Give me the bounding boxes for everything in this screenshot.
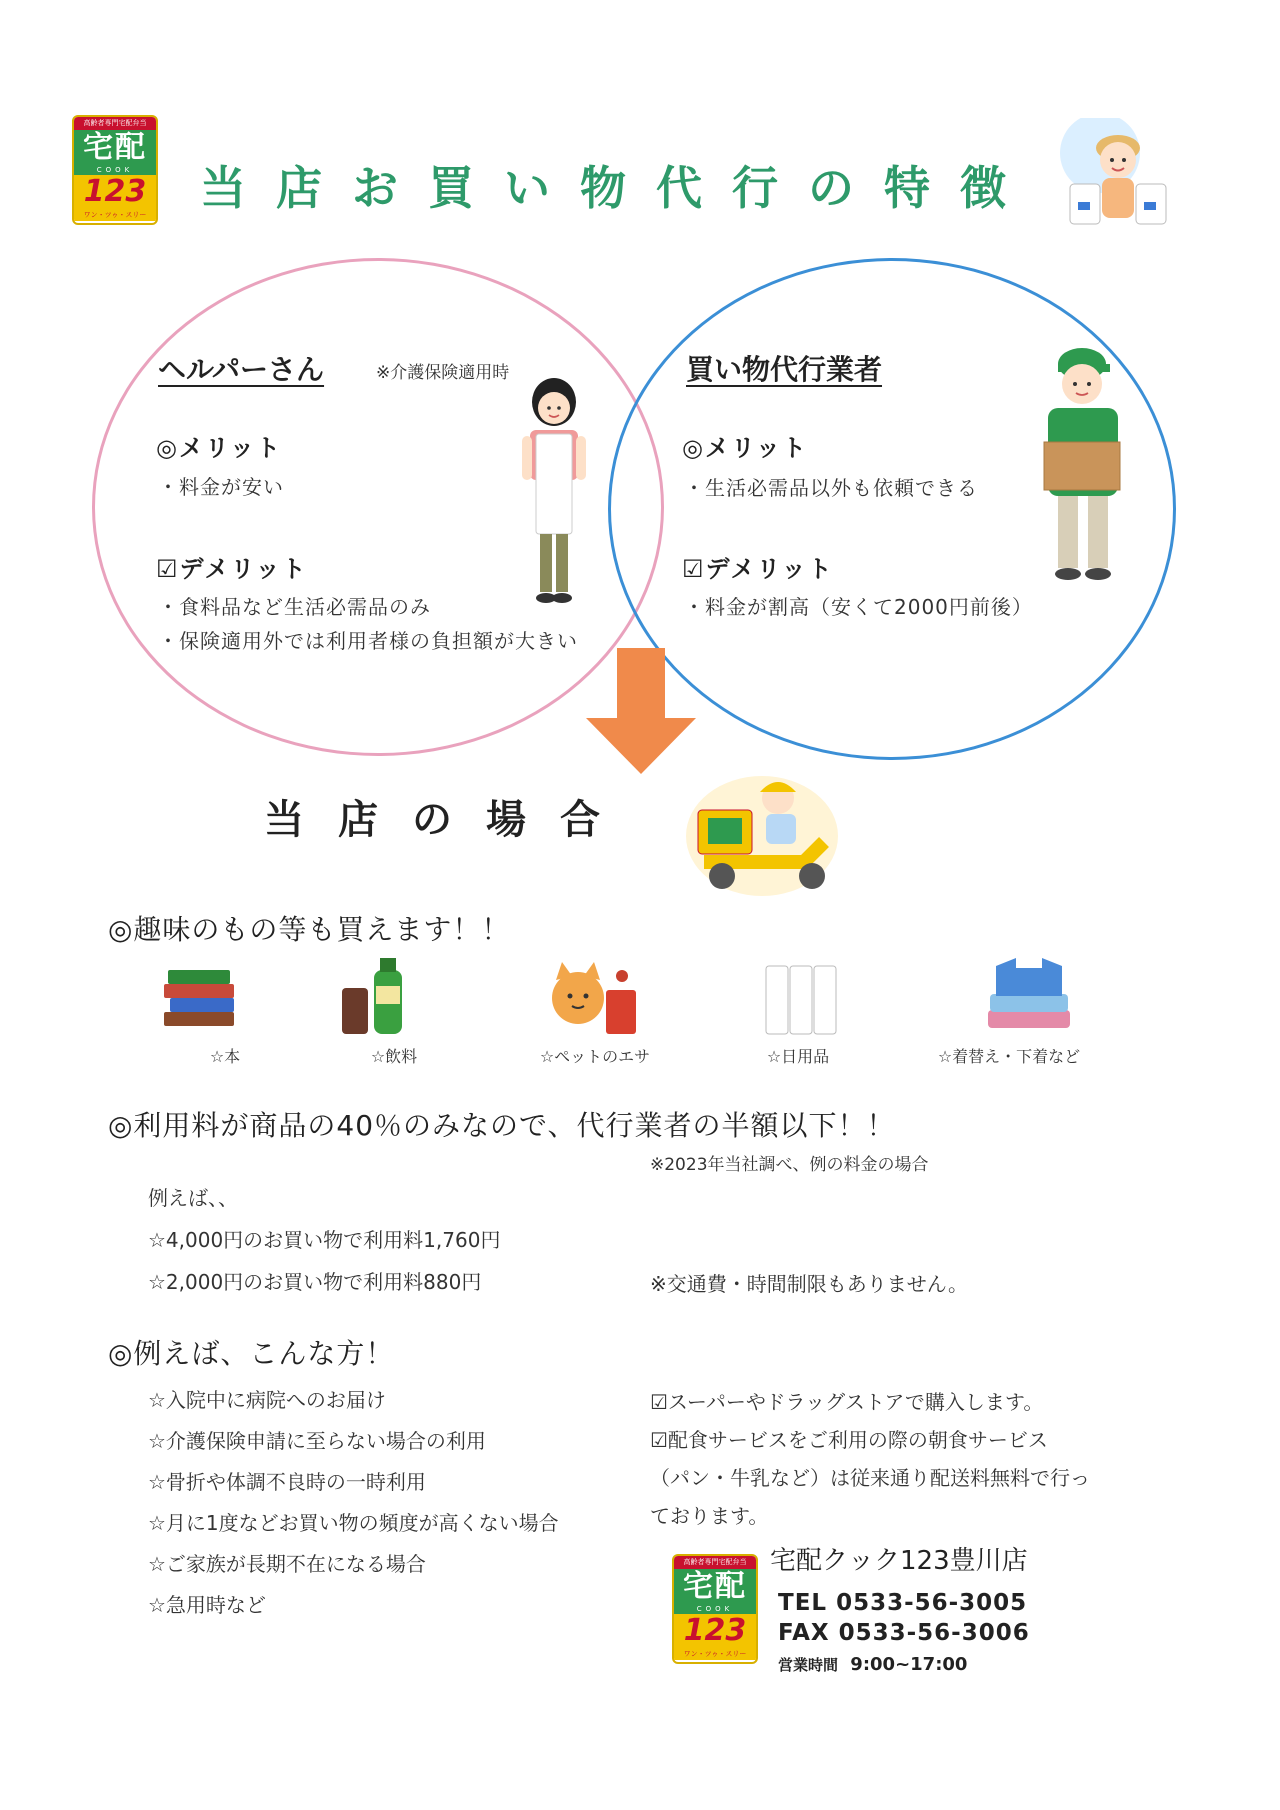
section3-left-item: ☆骨折や体調不良時の一時利用 [148, 1470, 426, 1494]
section3-right-line: （パン・牛乳など）は従来通り配送料無料で行っ [650, 1466, 1090, 1490]
helper-demerit-item: ・保険適用外では利用者様の負担額が大きい [158, 629, 578, 653]
pet-food-icon [544, 960, 640, 1042]
section3-right-line: ☑配食サービスをご利用の際の朝食サービス [650, 1428, 1048, 1452]
item-caption-clothes: ☆着替え・下着など [937, 1047, 1081, 1066]
books-icon [162, 966, 242, 1034]
store-tel: TEL 0533-56-3005 [778, 1590, 1028, 1616]
logo-main: 宅配 [74, 130, 156, 166]
section2-line: ☆4,000円のお買い物で利用料1,760円 [148, 1228, 501, 1252]
section2-heading: ◎利用料が商品の40％のみなので、代行業者の半額以下！！ [108, 1109, 896, 1142]
store-hours-label: 営業時間 [778, 1656, 839, 1674]
section3-left-item: ☆ご家族が長期不在になる場合 [148, 1552, 426, 1576]
store-logo [672, 1554, 758, 1664]
logo-number: 123 [674, 1614, 756, 1648]
logo-cook: COOK [74, 166, 156, 175]
logo-cook: COOK [674, 1605, 756, 1614]
section3-left-item: ☆介護保険申請に至らない場合の利用 [148, 1429, 486, 1453]
agent-merit-item: ・生活必需品以外も依頼できる [684, 476, 978, 500]
agent-merit-label: ◎メリット [682, 434, 808, 462]
helper-demerit-label: ☑デメリット [156, 555, 308, 583]
store-hours-value: 9:00~17:00 [850, 1654, 968, 1675]
item-caption-daily-goods: ☆日用品 [766, 1047, 830, 1066]
down-arrow-icon [586, 648, 696, 774]
section3-left-item: ☆月に1度などお買い物の頻度が高くない場合 [148, 1511, 559, 1535]
section3-right-line: ☑スーパーやドラッグストアで購入します。 [650, 1390, 1044, 1414]
item-caption-books: ☆本 [209, 1047, 241, 1066]
agent-heading: 買い物代行業者 [686, 353, 883, 386]
brand-logo [72, 115, 158, 225]
logo-tag: 高齢者専門宅配弁当 [674, 1556, 756, 1569]
item-caption-drinks: ☆飲料 [370, 1047, 418, 1066]
daily-goods-icon [762, 962, 842, 1038]
store-name: 宅配クック123豊川店 [770, 1546, 1028, 1576]
section3-left-item: ☆急用時など [148, 1593, 266, 1617]
store-fax: FAX 0533-56-3006 [778, 1620, 1030, 1646]
helper-merit-item: ・料金が安い [158, 475, 284, 499]
logo-sub: ワン・ツゥ・スリー [674, 1648, 756, 1660]
section2-note: ※2023年当社調べ、例の料金の場合 [650, 1155, 929, 1175]
scooter-delivery-illustration [684, 766, 840, 898]
logo-sub: ワン・ツゥ・スリー [74, 209, 156, 221]
section1-heading: ◎趣味のもの等も買えます！！ [108, 913, 511, 946]
helper-heading: ヘルパーさん [158, 353, 325, 386]
agent-demerit-label: ☑デメリット [682, 555, 834, 583]
logo-main: 宅配 [674, 1569, 756, 1605]
section3-left-item: ☆入院中に病院へのお届け [148, 1388, 386, 1412]
logo-number: 123 [74, 175, 156, 209]
helper-merit-label: ◎メリット [156, 434, 282, 462]
helper-demerit-item: ・食料品など生活必需品のみ [158, 595, 431, 619]
page-title: 当店お買い物代行の特徴 [200, 161, 1036, 215]
delivery-agent-illustration [1030, 342, 1138, 584]
drink-icon [338, 956, 408, 1038]
store-hours [778, 1654, 967, 1675]
logo-tag: 高齢者専門宅配弁当 [74, 117, 156, 130]
ours-heading: 当店の場合 [264, 797, 634, 843]
section2-line: 例えば、、 [148, 1186, 238, 1210]
agent-demerit-item: ・料金が割高（安くて2000円前後） [684, 595, 1033, 619]
section2-line: ☆2,000円のお買い物で利用料880円 [148, 1270, 482, 1294]
section3-right-line: ております。 [650, 1504, 769, 1528]
helper-illustration [518, 378, 590, 610]
helper-note: ※介護保険適用時 [376, 363, 510, 383]
clothes-icon [982, 956, 1076, 1038]
shopper-illustration [1060, 118, 1170, 230]
section3-heading: ◎例えば、こんな方！ [108, 1337, 395, 1370]
item-caption-pet-food: ☆ペットのエサ [539, 1047, 651, 1066]
section2-side-note: ※交通費・時間制限もありません。 [650, 1272, 968, 1296]
